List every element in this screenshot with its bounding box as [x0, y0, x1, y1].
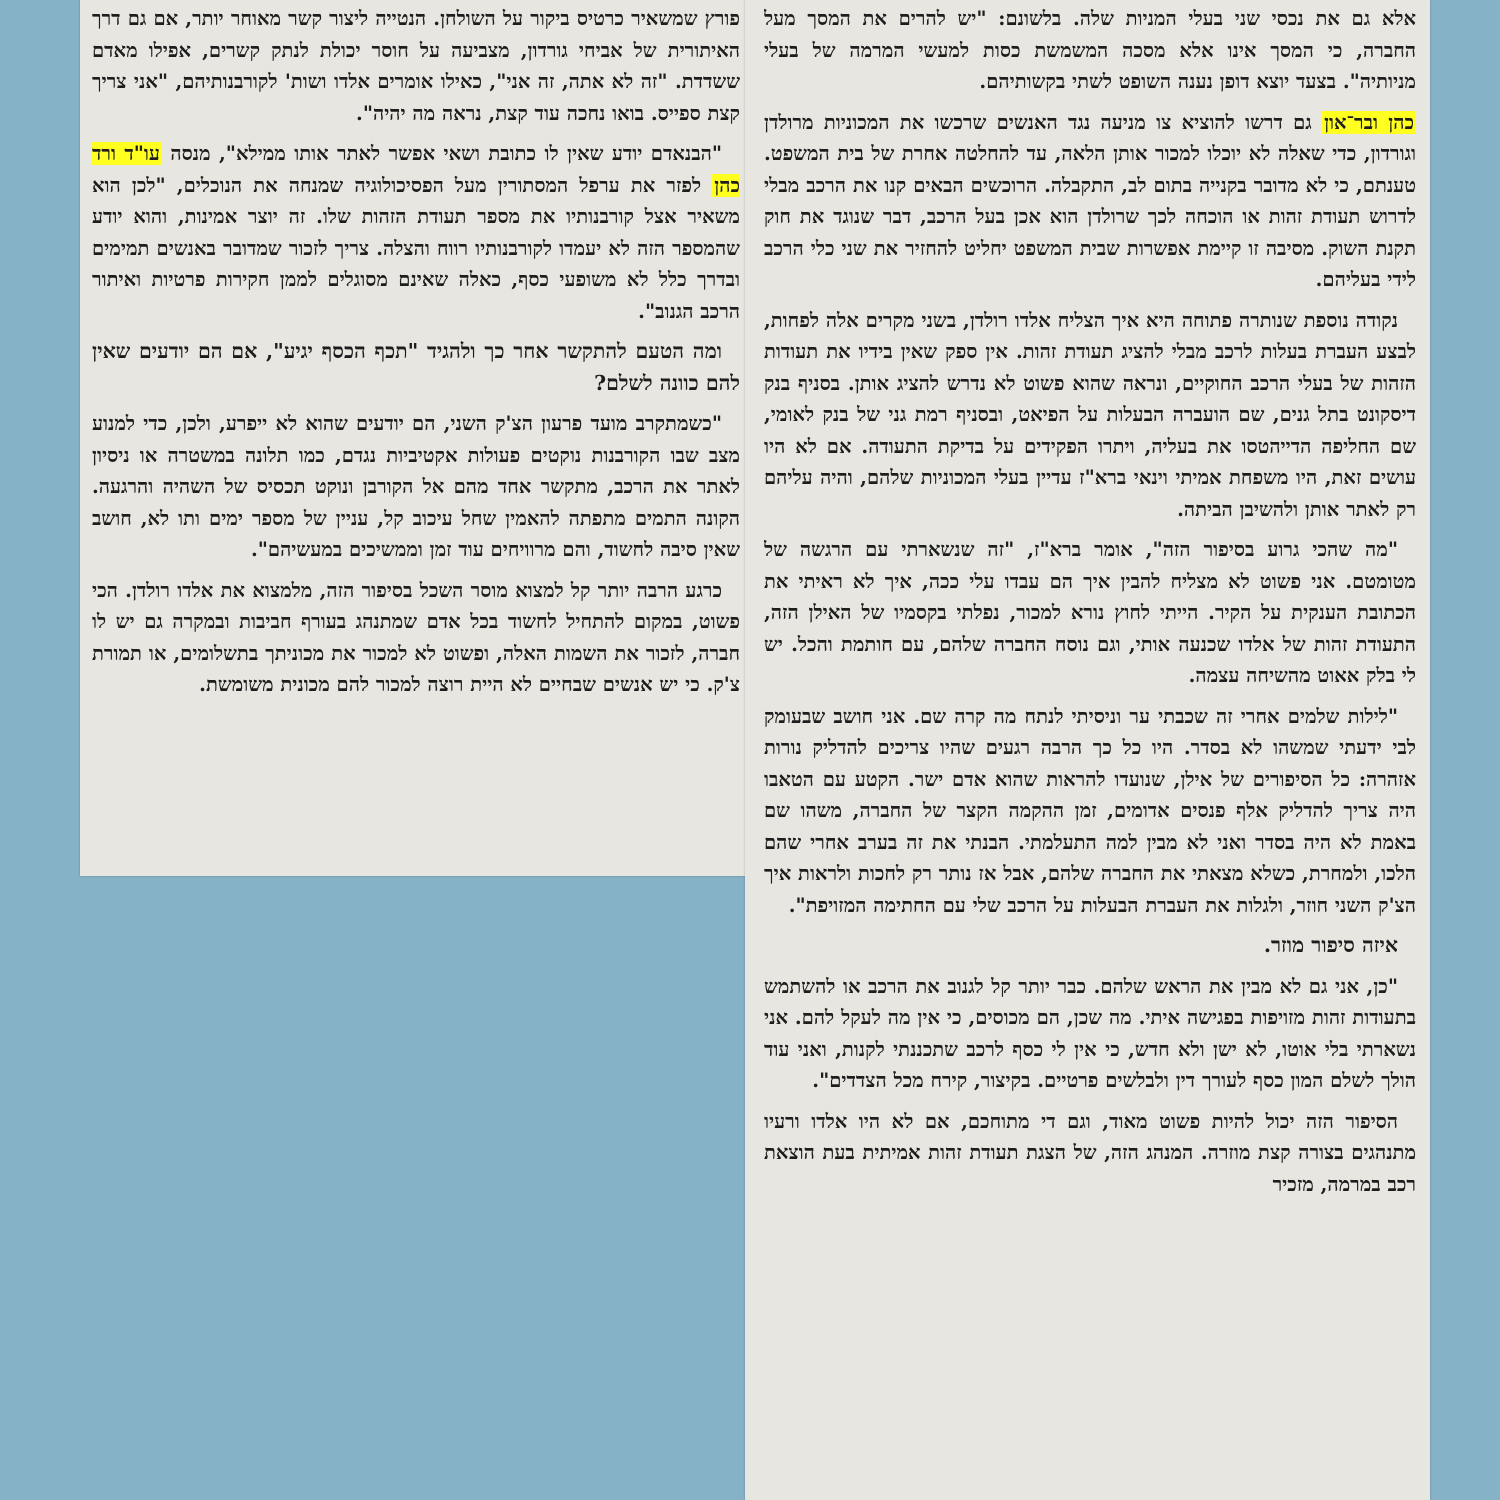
paragraph: אלא גם את נכסי שני בעלי המניות שלה. בלשונם: "יש להרים את המסך מעל החברה, כי המסך אינו אלא מסכה המשמשת כסות למעשי המרמה של בעלי מניותיה". בצעד יוצא דופן נענה השופט לשתי בקשותיהם. — [764, 7, 1416, 93]
highlighted-name: עו"ד ורד כהן — [92, 142, 740, 197]
interview-question: ומה הטעם להתקשר אחר כך ולהגיד "תכף הכסף יגיע", אם הם יודעים שאין להם כוונה לשלם? — [92, 339, 740, 395]
article-column-left — [92, 3, 740, 873]
paragraph: "מה שהכי גרוע בסיפור הזה", אומר ברא"ז, "זה שנשארתי עם הרגשה של מטומטם. אני פשוט לא מצליח להבין איך הם עבדו עלי ככה, איך לא ראיתי את הכתובת הענקית על הקיר. הייתי לחוץ נורא למכור, נפלתי בקסמיו של האילן הזה, התעודת זהות של אלדו שכנעה אותי, וגם נוסח החברה שלהם, עם חותמת והכל. יש לי בלק אאוט מהשיחה עצמה. — [764, 538, 1416, 687]
paragraph: כרגע הרבה יותר קל למצוא מוסר השכל בסיפור הזה, מלמצוא את אלדו רולדן. הכי פשוט, במקום להתחיל לחשוד בכל אדם שמתנהג בעורף חביבות ובמקרה גם יש לו חברה, לזכור את השמות האלה, ופשוט לא למכור את מכוניתך בתשלומים, או תמורת צ'ק. כי יש אנשים שבחיים לא היית רוצה למכור להם מכונית משומשת. — [92, 578, 740, 696]
paragraph: פורץ שמשאיר כרטיס ביקור על השולחן. הנטייה ליצור קשר מאוחר יותר, אם גם דרך האיתורית של אביחי גורדון, מצביעה על חוסר יכולת לנתק קשרים, אפילו מאדם ששדדת. "זה לא אתה, זה אני", כאילו אומרים אלדו ושות' לקורבנותיהם, "אני צריך קצת ספייס. בואו נחכה עוד קצת, נראה מה יהיה". — [92, 7, 740, 125]
paragraph-text: גם דרשו להוציא צו מניעה נגד האנשים שרכשו את המכוניות מרולדן וגורדון, כדי שאלה לא יוכלו למכור אותן הלאה, עד להחלטה אחרת של בית המשפט. טענתם, כי לא מדובר בקנייה בתום לב, התקבלה. הרוכשים הבאים קנו את הרכב מבלי לדרוש תעודת זהות או הוכחה לכך שרולדן הוא אכן בעל הרכב, דבר שנוגד את חוק תקנת השוק. מסיבה זו קיימת אפשרות שבית המשפט יחליט להחזיר את שני כלי הרכב לידי בעליהם. — [764, 110, 1416, 291]
interview-question: איזה סיפור מוזר. — [1263, 933, 1398, 957]
paragraph-text: "הבנאדם יודע שאין לו כתובת ושאי אפשר לאתר אותו ממילא", מנסה — [170, 142, 722, 165]
paragraph — [92, 138, 740, 327]
paragraph: "לילות שלמים אחרי זה שכבתי ער וניסיתי לנתח מה קרה שם. אני חושב שבעומק לבי ידעתי שמשהו לא בסדר. היו כל כך הרבה רגעים שהיו צריכים להדליק נורות אזהרה: כל הסיפורים של אילן, שנועדו להראות שהוא אדם ישר. הקטע עם הטאבו היה צריך להדליק אלף פנסים אדומים, זמן ההקמה הקצר של החברה, משהו שם באמת לא היה בסדר ואני לא מבין למה התעלמתי. הבנתי את זה בערב אחרי שהם הלכו, ולמחרת, כשלא מצאתי את החברה שלהם, אבל אז נותר רק לחכות ולראות איך הצ'ק השני חוזר, ולגלות את העברת הבעלות על הרכב שלי עם החתימה המזויפת". — [764, 704, 1416, 917]
article-column-right — [764, 3, 1416, 1497]
paragraph: "כן, אני גם לא מבין את הראש שלהם. כבר יותר קל לגנוב את הרכב או להשתמש בתעודות זהות מזויפות בפגישה איתי. מה שכן, הם מכוסים, כי אין מה לעקל להם. אני נשארתי בלי אוטו, לא ישן ולא חדש, כי אין לי כסף לרכב שתכננתי לקנות, ואני עוד הולך לשלם המון כסף לעורך דין ולבלשים פרטיים. בקיצור, קירח מכל הצדדים". — [764, 974, 1416, 1092]
paragraph: נקודה נוספת שנותרה פתוחה היא איך הצליח אלדו רולדן, בשני מקרים אלה לפחות, לבצע העברת בעלות לרכב מבלי להציג תעודת זהות. אין ספק שאין בידיו את תעודות הזהות של בעלי הרכב החוקיים, ונראה שהוא פשוט לא נדרש להציג אותן. בסניף בנק דיסקונט בתל גנים, שם הועברה הבעלות על הפיאט, ובסניף רמת גני של בנק לאומי, שם החליפה הדייהטסו את בעליה, ויתרו הפקידים על בדיקת התעודה. אם לא היו עושים זאת, היו משפחת אמיתי וינאי ברא"ז עדיין בעלי המכוניות שלהם, והיה עליהם רק לאתר אותן ולהשיבן הביתה. — [764, 308, 1416, 521]
paragraph: הסיפור הזה יכול להיות פשוט מאוד, וגם די מתוחכם, אם לא היו אלדו ורעיו מתנהגים בצורה קצת מוזרה. המנהג הזה, של הצגת תעודת זהות אמיתית בעת הוצאת רכב במרמה, מזכיר — [764, 1109, 1416, 1196]
paragraph: "כשמתקרב מועד פרעון הצ'ק השני, הם יודעים שהוא לא ייפרע, ולכן, כדי למנוע מצב שבו הקורבנות נוקטים פעולות אקטיביות נגדם, כמו תלונה במשטרה או ניסיון לאתר את הרכב, מתקשר אחד מהם אל הקורבן ונוקט תכסיס של השהיה והרגעה. הקונה התמים מתפתה להאמין שחל עיכוב קל, עניין של מספר ימים ותו לא, חושב שאין סיבה לחשוד, והם מרוויחים עוד זמן וממשיכים במעשיהם". — [92, 412, 740, 561]
highlighted-name: כהן ובר־און — [1324, 110, 1414, 134]
paragraph-text: לפזר את ערפל המסתורין מעל הפסיכולוגיה שמנחה את הנוכלים, "לכן הוא משאיר אצל קורבנותיו את מספר תעודת הזהות שלו. זה יוצר אמינות, והוא יודע שהמספר הזה לא יעמדו לקורבנותיו רווח והצלה. צריך לזכור שמדובר באנשים תמימים ובדרך כלל לא משופעי כסף, כאלה שאינם מסוגלים לממן חקירות פרטיות ואיתור הרכב הגנוב". — [92, 173, 740, 323]
paragraph — [764, 107, 1416, 296]
